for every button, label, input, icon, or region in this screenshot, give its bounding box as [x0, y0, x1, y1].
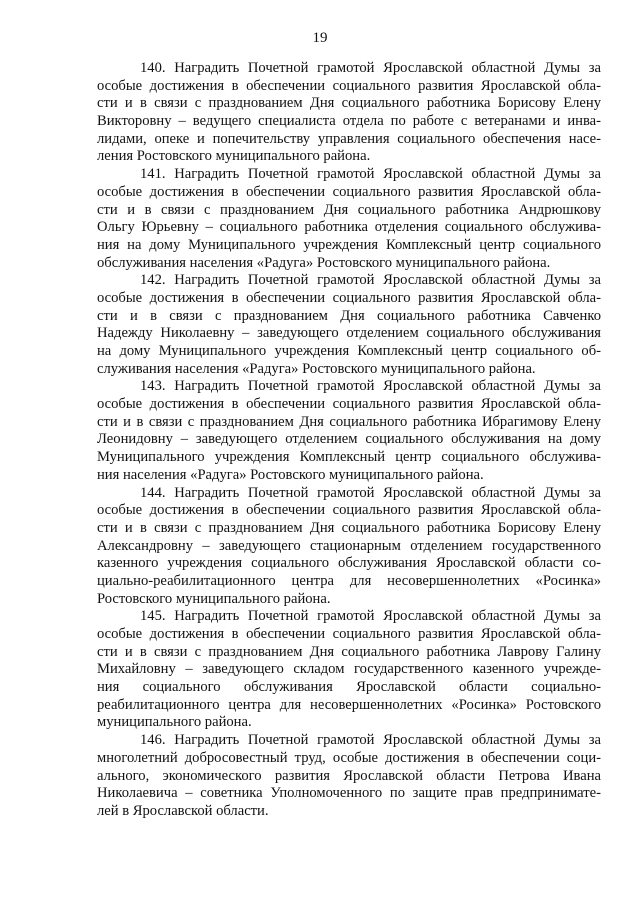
- text-line: ления Ростовского муниципального района.: [97, 148, 371, 165]
- text-line: 142. Наградить Почетной грамотой Ярославской областной Думы за: [140, 272, 601, 289]
- text-line: особые достижения в обеспечении социального развития Ярославской обла-: [97, 502, 601, 519]
- paragraph: [97, 60, 601, 166]
- text-line: сти и в связи с празднованием Дня социального работника Ибрагимову Елену: [97, 413, 601, 430]
- text-line: особые достижения в обеспечении социального развития Ярославской обла-: [97, 626, 601, 642]
- paragraph: [97, 272, 601, 378]
- text-line: 140. Наградить Почетной грамотой Ярославской областной Думы за: [140, 60, 601, 76]
- text-line: особые достижения в обеспечении социального развития Ярославской обла-: [97, 396, 601, 413]
- text-line: Муниципального учреждения Комплексный центр социального обслужива-: [97, 449, 601, 466]
- text-line: служивания населения «Радуга» Ростовского муниципального района.: [97, 360, 536, 377]
- text-line: казенного учреждения социального обслуживания Ярославской области со-: [97, 555, 601, 572]
- text-line: Викторовну – ведущего специалиста отдела по работе с ветеранами и инва-: [97, 113, 601, 130]
- paragraph: [97, 378, 601, 484]
- text-line: 141. Наградить Почетной грамотой Ярославской областной Думы за: [140, 166, 601, 183]
- text-line: Ростовского муниципального района.: [97, 590, 331, 607]
- text-line: 144. Наградить Почетной грамотой Ярославской областной Думы за: [140, 484, 601, 501]
- paragraph: [97, 166, 601, 272]
- text-line: многолетний добросовестный труд, особые достижения в обеспечении соци-: [97, 749, 601, 766]
- text-line: сти и в связи с празднованием Дня социального работника Борисову Елену: [97, 95, 601, 112]
- text-line: сти и в связи с празднованием Дня социального работника Андрюшкову: [97, 201, 601, 218]
- page-number: 19: [312, 30, 328, 46]
- text-line: Ольгу Юрьевну – социального работника отделения социального обслужива-: [97, 219, 601, 236]
- text-line: циально-реабилитационного центра для несовершеннолетних «Росинка»: [97, 572, 601, 589]
- paragraph: [97, 732, 601, 820]
- paragraph: [97, 485, 601, 609]
- text-line: особые достижения в обеспечении социального развития Ярославской обла-: [97, 77, 601, 94]
- text-line: муниципального района.: [97, 714, 252, 731]
- text-line: особые достижения в обеспечении социального развития Ярославской обла-: [97, 289, 601, 306]
- text-line: реабилитационного центра для несовершеннолетних «Росинка» Ростовского: [97, 696, 601, 713]
- text-line: 145. Наградить Почетной грамотой Ярославской областной Думы за: [140, 608, 601, 625]
- text-line: обслуживания населения «Радуга» Ростовского муниципального района.: [97, 254, 551, 271]
- text-line: Николаевича – советника Уполномоченного по защите прав предпринимате-: [97, 785, 601, 802]
- text-line: ния на дому Муниципального учреждения Комплексный центр социального: [97, 236, 601, 253]
- text-line: 146. Наградить Почетной грамотой Ярославской областной Думы за: [140, 732, 601, 749]
- text-line: 143. Наградить Почетной грамотой Ярославской областной Думы за: [140, 378, 601, 395]
- text-line: ального, экономического развития Ярославской области Петрова Ивана: [97, 767, 601, 784]
- text-line: сти и в связи с празднованием Дня социального работника Савченко: [97, 307, 601, 324]
- text-line: Михайловну – заведующего складом государственного казенного учрежде-: [97, 661, 601, 678]
- text-line: лидами, опеке и попечительству управления социального обеспечения насе-: [97, 130, 601, 147]
- text-line: особые достижения в обеспечении социального развития Ярославской обла-: [97, 183, 601, 200]
- text-line: сти и в связи с празднованием Дня социального работника Лаврову Галину: [97, 643, 601, 660]
- text-line: Леонидовну – заведующего отделением социального обслуживания на дому: [97, 431, 601, 448]
- text-line: на дому Муниципального учреждения Комплексный центр социального об-: [97, 343, 601, 359]
- text-line: Александровну – заведующего стационарным отделением государственного: [97, 537, 601, 554]
- document-body: [97, 60, 601, 821]
- text-line: сти и в связи с празднованием Дня социального работника Борисову Елену: [97, 519, 601, 536]
- paragraph: [97, 608, 601, 732]
- text-line: лей в Ярославской области.: [97, 802, 269, 819]
- text-line: ния социального обслуживания Ярославской области социально-: [97, 679, 601, 696]
- text-line: ния населения «Радуга» Ростовского муниципального района.: [97, 466, 484, 483]
- text-line: Надежду Николаевну – заведующего отделением социального обслуживания: [97, 325, 601, 342]
